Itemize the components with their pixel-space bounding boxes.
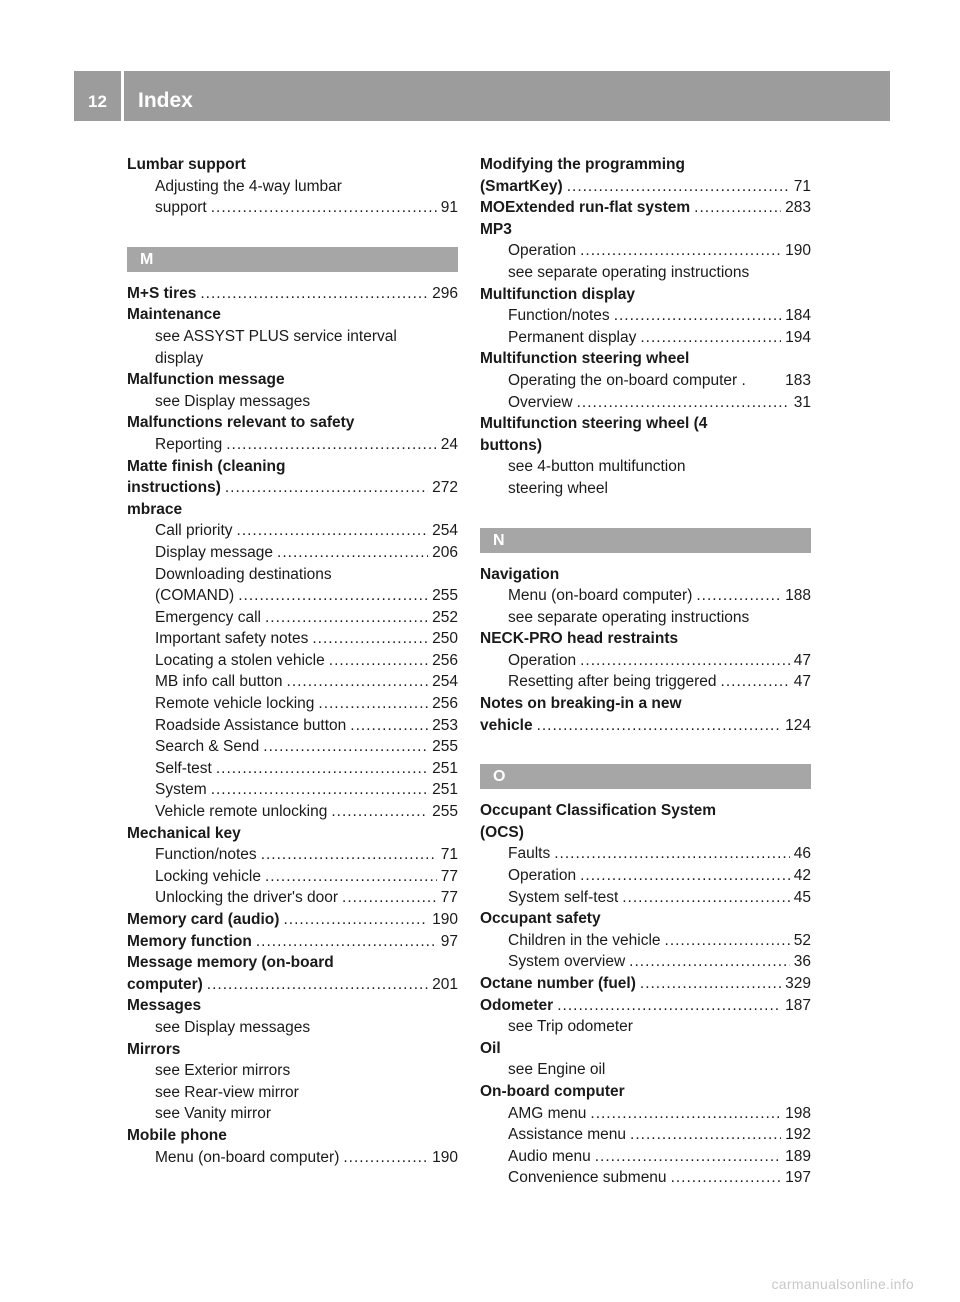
index-subentry: Operation ..... 190 bbox=[480, 240, 811, 262]
index-subentry: Faults ..... 46 bbox=[480, 843, 811, 865]
index-subentry: Locating a stolen vehicle ..... 256 bbox=[127, 650, 458, 672]
index-subentry: Search & Send ..... 255 bbox=[127, 736, 458, 758]
index-entry: Mirrors bbox=[127, 1040, 181, 1058]
index-subentry: Convenience submenu ..... 197 bbox=[480, 1167, 811, 1189]
index-subentry: see Exterior mirrors bbox=[155, 1062, 291, 1080]
index-entry: Mechanical key bbox=[127, 824, 241, 842]
page-header bbox=[74, 71, 890, 121]
index-entry: Messages bbox=[127, 997, 202, 1015]
index-entry: Multifunction steering wheel bbox=[480, 350, 690, 368]
index-subentry: see separate operating instructions bbox=[508, 608, 750, 626]
index-subentry: Roadside Assistance button ..... 253 bbox=[127, 715, 458, 737]
index-entry: Memory card (audio) ..... 190 bbox=[127, 909, 458, 931]
index-entry: computer) ..... 201 bbox=[127, 974, 458, 996]
index-subentry: Assistance menu ..... 192 bbox=[480, 1124, 811, 1146]
index-subentry: see Display messages bbox=[155, 392, 311, 410]
index-subentry: Resetting after being triggered ..... 47 bbox=[480, 671, 811, 693]
index-entry: Message memory (on-board bbox=[127, 954, 334, 972]
index-subentry: Function/notes ..... 184 bbox=[480, 305, 811, 327]
index-entry: Oil bbox=[480, 1039, 501, 1057]
index-subentry: see Rear-view mirror bbox=[155, 1083, 299, 1101]
index-entry: Odometer ..... 187 bbox=[480, 995, 811, 1017]
index-subentry: support ..... 91 bbox=[127, 197, 458, 219]
index-column-right bbox=[480, 154, 811, 1189]
index-subentry: MB info call button ..... 254 bbox=[127, 671, 458, 693]
index-subentry: steering wheel bbox=[508, 479, 608, 497]
index-entry: M+S tires ..... 296 bbox=[127, 283, 458, 305]
index-subentry: Menu (on-board computer) ..... 190 bbox=[127, 1147, 458, 1169]
index-subentry: Remote vehicle locking ..... 256 bbox=[127, 693, 458, 715]
index-entry: Navigation bbox=[480, 565, 560, 583]
section-letter-o: O bbox=[480, 764, 811, 789]
index-entry: Lumbar support bbox=[127, 156, 246, 173]
index-entry: MOExtended run-flat system ..... 283 bbox=[480, 197, 811, 219]
index-column-left bbox=[127, 154, 458, 1168]
section-letter-n: N bbox=[480, 528, 811, 553]
index-subentry: display bbox=[155, 349, 204, 367]
index-subentry: see 4-button multifunction bbox=[508, 458, 686, 476]
index-entry: Memory function ..... 97 bbox=[127, 931, 458, 953]
index-subentry: Operation ..... 42 bbox=[480, 865, 811, 887]
index-subentry: Audio menu ..... 189 bbox=[480, 1146, 811, 1168]
section-letter-m: M bbox=[127, 247, 458, 272]
index-subentry: Emergency call ..... 252 bbox=[127, 607, 458, 629]
index-entry: NECK-PRO head restraints bbox=[480, 630, 679, 648]
index-entry: Mobile phone bbox=[127, 1126, 227, 1144]
index-subentry: Call priority ..... 254 bbox=[127, 520, 458, 542]
index-entry: Matte finish (cleaning bbox=[127, 457, 286, 475]
index-subentry: Operating the on-board computer . 183 bbox=[508, 371, 811, 389]
index-subentry: Downloading destinations bbox=[155, 565, 332, 583]
page-number: 12 bbox=[74, 71, 124, 121]
index-entry: Malfunction message bbox=[127, 371, 285, 389]
index-entry: (SmartKey) ..... 71 bbox=[480, 176, 811, 198]
index-entry: buttons) bbox=[480, 436, 542, 454]
index-subentry: Operation ..... 47 bbox=[480, 650, 811, 672]
index-subentry: see Vanity mirror bbox=[155, 1105, 271, 1123]
index-subentry: Display message ..... 206 bbox=[127, 542, 458, 564]
index-entry: Occupant safety bbox=[480, 910, 601, 928]
index-entry: Octane number (fuel) ..... 329 bbox=[480, 973, 811, 995]
index-subentry: see ASSYST PLUS service interval bbox=[155, 327, 397, 345]
index-entry: Modifying the programming bbox=[480, 156, 685, 173]
index-entry: Notes on breaking-in a new bbox=[480, 695, 682, 713]
index-subentry: see Trip odometer bbox=[508, 1018, 633, 1036]
index-entry: Occupant Classification System bbox=[480, 802, 717, 820]
index-subentry: Vehicle remote unlocking ..... 255 bbox=[127, 801, 458, 823]
watermark: carmanualsonline.info bbox=[771, 1276, 914, 1292]
index-subentry: AMG menu ..... 198 bbox=[480, 1103, 811, 1125]
index-subentry: Reporting ..... 24 bbox=[127, 434, 458, 456]
index-entry: vehicle ..... 124 bbox=[480, 715, 811, 737]
index-subentry: see Engine oil bbox=[508, 1061, 606, 1079]
index-subentry: Important safety notes ..... 250 bbox=[127, 628, 458, 650]
index-entry: Maintenance bbox=[127, 306, 221, 324]
index-subentry: Unlocking the driver's door ..... 77 bbox=[127, 887, 458, 909]
index-entry: On-board computer bbox=[480, 1082, 625, 1100]
index-subentry: Children in the vehicle ..... 52 bbox=[480, 930, 811, 952]
index-entry: (OCS) bbox=[480, 823, 524, 841]
index-subentry: Self-test ..... 251 bbox=[127, 758, 458, 780]
index-entry: instructions) ..... 272 bbox=[127, 477, 458, 499]
index-entry: Multifunction display bbox=[480, 285, 635, 303]
index-subentry: System self-test ..... 45 bbox=[480, 887, 811, 909]
index-subentry: Adjusting the 4-way lumbar bbox=[155, 177, 342, 195]
index-entry: Multifunction steering wheel (4 bbox=[480, 415, 708, 433]
index-subentry: Function/notes ..... 71 bbox=[127, 844, 458, 866]
index-subentry: (COMAND) ..... 255 bbox=[127, 585, 458, 607]
index-subentry: see separate operating instructions bbox=[508, 263, 750, 281]
index-entry: mbrace bbox=[127, 500, 183, 518]
index-subentry: Overview ..... 31 bbox=[480, 392, 811, 414]
index-subentry: Locking vehicle ..... 77 bbox=[127, 866, 458, 888]
index-entry: MP3 bbox=[480, 220, 512, 238]
index-subentry: see Display messages bbox=[155, 1018, 311, 1036]
index-entry: Malfunctions relevant to safety bbox=[127, 414, 355, 432]
page-title: Index bbox=[138, 89, 193, 112]
index-subentry: System ..... 251 bbox=[127, 779, 458, 801]
index-subentry: Menu (on-board computer) ..... 188 bbox=[480, 585, 811, 607]
index-subentry: Permanent display ..... 194 bbox=[480, 327, 811, 349]
index-subentry: System overview ..... 36 bbox=[480, 951, 811, 973]
